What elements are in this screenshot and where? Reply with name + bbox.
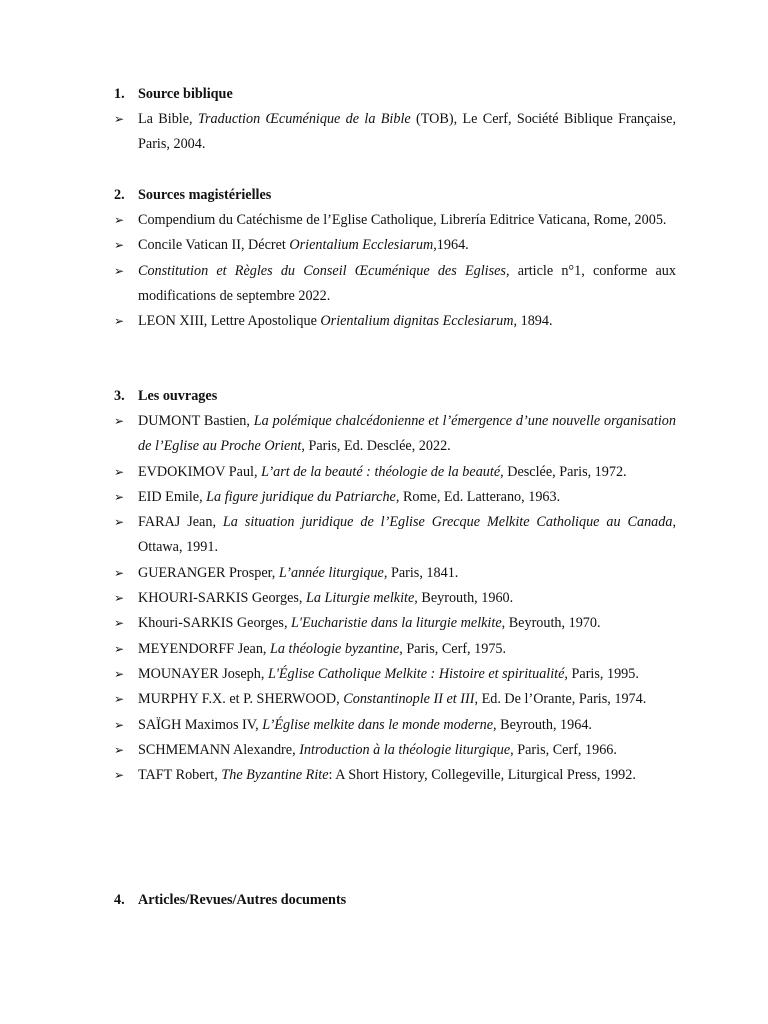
arrow-bullet-icon: ➢ [114,768,125,783]
bibliography-entry [114,485,676,510]
entry-text: Constitution et Règles du Conseil Œcuménique des Eglises, article n°1, conforme aux modifications de septembre 2022. [138,262,676,304]
arrow-bullet-icon: ➢ [114,616,125,631]
entry-text: Concile Vatican II, Décret Orientalium Ecclesiarum,1964. [138,237,469,254]
bibliography-entry [114,713,676,738]
arrow-bullet-icon: ➢ [114,414,125,428]
bibliography-entry [114,208,676,233]
section-title: Source biblique [138,86,233,102]
entry-text: La Bible, Traduction Œcuménique de la Bible (TOB), Le Cerf, Société Biblique Française, Paris, 2004. [138,111,676,153]
entry-text: EVDOKIMOV Paul, L’art de la beauté : théologie de la beauté, Desclée, Paris, 1972. [138,463,627,480]
entry-text: SAÏGH Maximos IV, L’Église melkite dans le monde moderne, Beyrouth, 1964. [138,716,592,733]
bibliography-list [114,107,676,158]
arrow-bullet-icon: ➢ [114,238,125,253]
section-number: 4. [114,892,125,908]
bibliography-entry [114,510,676,561]
section-heading [114,183,676,208]
section-heading [114,384,676,409]
bibliography-entry [114,259,676,310]
bibliography-entry [114,637,676,662]
entry-text: LEON XIII, Lettre Apostolique Orientalium dignitas Ecclesiarum, 1894. [138,313,553,330]
entry-text: MEYENDORFF Jean, La théologie byzantine, Paris, Cerf, 1975. [138,640,507,657]
entry-text: GUERANGER Prosper, L’année liturgique, Paris, 1841. [138,564,459,581]
bibliography-entry [114,738,676,763]
arrow-bullet-icon: ➢ [114,717,125,732]
bibliography-entry [114,460,676,485]
arrow-bullet-icon: ➢ [114,591,125,606]
bibliography-entry [114,662,676,687]
arrow-bullet-icon: ➢ [114,489,125,504]
bibliography-entry [114,687,676,712]
bibliography-entry [114,763,676,788]
entry-text: Compendium du Catéchisme de l’Eglise Catholique, Librería Editrice Vaticana, Rome, 2005. [138,212,667,228]
arrow-bullet-icon: ➢ [114,692,125,707]
entry-text: MOUNAYER Joseph, L'Église Catholique Melkite : Histoire et spiritualité, Paris, 1995. [138,665,639,682]
arrow-bullet-icon: ➢ [114,515,125,530]
section-les-ouvrages [114,384,676,788]
bibliography-entry [114,561,676,586]
bibliography-entry [114,107,676,158]
entry-text: KHOURI-SARKIS Georges, La Liturgie melkite, Beyrouth, 1960. [138,590,514,607]
arrow-bullet-icon: ➢ [114,666,125,681]
section-title: Articles/Revues/Autres documents [138,892,347,908]
bibliography-entry [114,611,676,636]
section-source-biblique [114,82,676,158]
arrow-bullet-icon: ➢ [114,464,125,479]
arrow-bullet-icon: ➢ [114,314,125,329]
section-number: 2. [114,187,125,203]
section-title: Sources magistérielles [138,187,272,203]
entry-text: MURPHY F.X. et P. SHERWOOD, Constantinople II et III, Ed. De l’Orante, Paris, 1974. [138,691,647,708]
section-heading [114,82,676,107]
section-number: 1. [114,86,125,102]
bibliography-list [114,208,676,334]
arrow-bullet-icon: ➢ [114,641,125,656]
entry-text: EID Emile, La figure juridique du Patriarche, Rome, Ed. Latterano, 1963. [138,488,561,505]
bibliography-entry [114,586,676,611]
arrow-bullet-icon: ➢ [114,742,125,757]
arrow-bullet-icon: ➢ [114,213,125,227]
section-articles-revues [114,888,676,913]
entry-text: DUMONT Bastien, La polémique chalcédonienne et l’émergence d’une nouvelle organisation de l’Eglise au Proche Orient, Paris, Ed. Desclée, 2022. [138,413,676,455]
arrow-bullet-icon: ➢ [114,112,125,126]
section-number: 3. [114,388,125,404]
bibliography-entry [114,409,676,460]
bibliography-entry [114,233,676,258]
section-title: Les ouvrages [138,388,218,404]
entry-text: TAFT Robert, The Byzantine Rite: A Short History, Collegeville, Liturgical Press, 1992. [138,767,636,784]
section-sources-magisterielles [114,183,676,334]
arrow-bullet-icon: ➢ [114,565,125,580]
bibliography-entry [114,309,676,334]
section-heading [114,888,676,913]
bibliography-list [114,409,676,788]
arrow-bullet-icon: ➢ [114,263,125,278]
entry-text: Khouri-SARKIS Georges, L'Eucharistie dans la liturgie melkite, Beyrouth, 1970. [138,615,601,632]
entry-text: SCHMEMANN Alexandre, Introduction à la théologie liturgique, Paris, Cerf, 1966. [138,741,617,758]
entry-text: FARAJ Jean, La situation juridique de l’Eglise Grecque Melkite Catholique au Canada, Ottawa, 1991. [138,514,676,556]
